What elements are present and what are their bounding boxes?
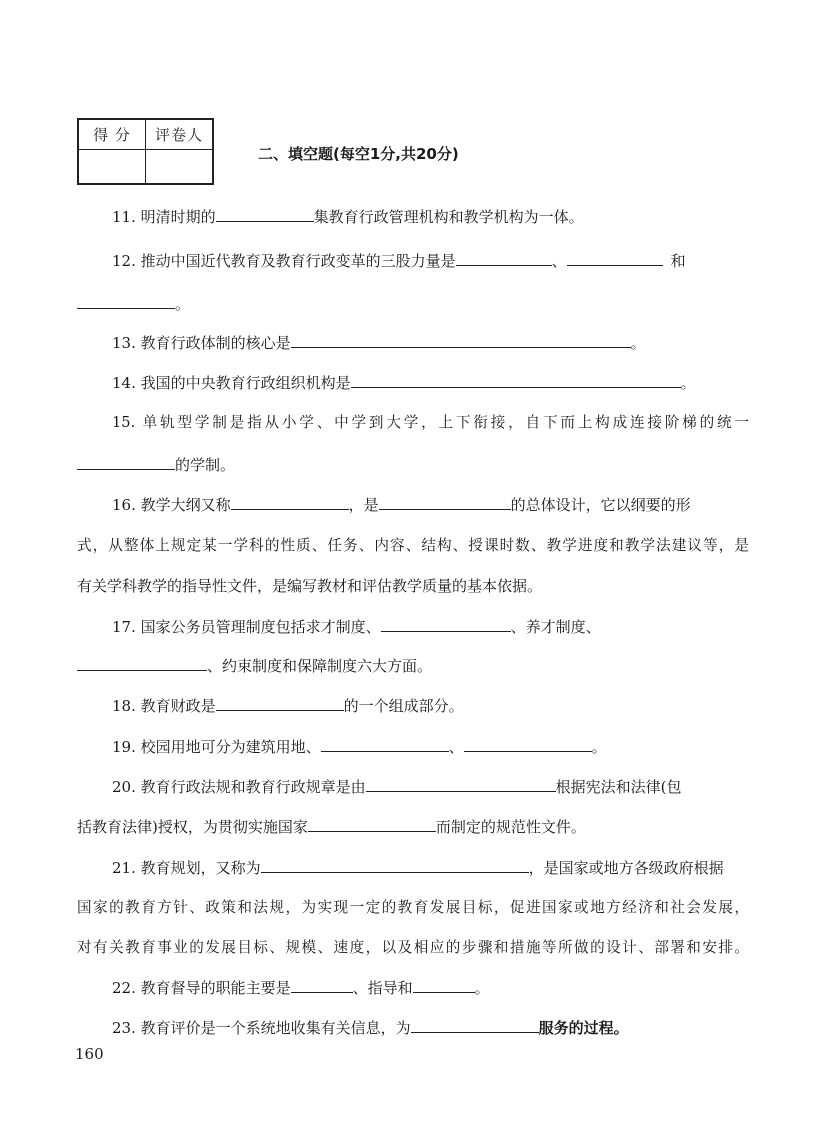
q12-text-d: 。 bbox=[175, 295, 191, 313]
q15-blank[interactable] bbox=[77, 455, 175, 470]
q22-blank-2[interactable] bbox=[413, 978, 475, 993]
question-17-cont bbox=[77, 656, 749, 676]
question-18 bbox=[77, 696, 749, 716]
q22-blank-1[interactable] bbox=[291, 978, 353, 993]
q16-text-c: 的总体设计，它以纲要的形 bbox=[510, 496, 691, 514]
grader-cell[interactable] bbox=[146, 149, 214, 184]
q21-text-c: 国家的教育方针、政策和法规，为实现一定的教育发展目标，促进国家或地方经济和社会发展， bbox=[77, 899, 749, 916]
section-title: 二、填空题(每空1分,共20分) bbox=[258, 145, 459, 163]
question-21 bbox=[77, 858, 749, 878]
q17-blank-1[interactable] bbox=[381, 617, 511, 632]
q16-text-d: 式，从整体上规定某一学科的性质、任务、内容、结构、授课时数、教学进度和教学法建议等，是 bbox=[77, 537, 749, 554]
q14-text-a: 14. 我国的中央教育行政组织机构是 bbox=[112, 374, 351, 392]
question-16-line3 bbox=[77, 576, 749, 596]
question-15 bbox=[77, 413, 749, 433]
q20-text-c: 括教育法律)授权，为贯彻实施国家 bbox=[77, 818, 308, 836]
question-12 bbox=[77, 251, 749, 271]
grader-label: 评卷人 bbox=[146, 119, 214, 149]
q22-text-c: 。 bbox=[474, 979, 490, 997]
q21-text-b: ，是国家或地方各级政府根据 bbox=[528, 859, 724, 877]
question-21-line3 bbox=[77, 938, 749, 958]
q19-text-c: 。 bbox=[591, 738, 607, 756]
q20-text-d: 而制定的规范性文件。 bbox=[435, 818, 586, 836]
q16-text-e: 有关学科教学的指导性文件，是编写教材和评估教学质量的基本依据。 bbox=[77, 577, 543, 595]
q12-text-a: 12. 推动中国近代教育及教育行政变革的三股力量是 bbox=[112, 252, 456, 270]
q17-text-b: 、养才制度、 bbox=[510, 618, 601, 636]
question-15-cont bbox=[77, 455, 749, 475]
q11-blank[interactable] bbox=[216, 207, 314, 222]
q19-blank-1[interactable] bbox=[321, 737, 449, 752]
q12-text-b: 、 bbox=[551, 252, 567, 270]
q22-text-b: 、指导和 bbox=[352, 979, 413, 997]
q21-text-d: 对有关教育事业的发展目标、规模、速度，以及相应的步骤和措施等所做的设计、部署和安排。 bbox=[77, 939, 749, 956]
q19-blank-2[interactable] bbox=[464, 737, 592, 752]
q12-blank-2[interactable] bbox=[567, 251, 663, 266]
question-12-cont bbox=[77, 294, 749, 314]
question-17 bbox=[77, 617, 749, 637]
q17-text-a: 17. 国家公务员管理制度包括求才制度、 bbox=[112, 618, 381, 636]
score-cell[interactable] bbox=[78, 149, 146, 184]
question-11 bbox=[77, 207, 749, 227]
q20-text-b: 根据宪法和法律(包 bbox=[555, 778, 682, 796]
q12-text-c: 和 bbox=[670, 252, 686, 270]
q19-text-a: 19. 校园用地可分为建筑用地、 bbox=[112, 738, 321, 756]
q21-text-a: 21. 教育规划，又称为 bbox=[112, 859, 261, 877]
q16-blank-1[interactable] bbox=[231, 495, 349, 510]
q14-blank[interactable] bbox=[351, 373, 681, 388]
question-23 bbox=[77, 1018, 749, 1038]
q11-text-b: 集教育行政管理机构和教学机构为一体。 bbox=[313, 208, 584, 226]
question-20 bbox=[77, 777, 749, 797]
q17-text-c: 、约束制度和保障制度六大方面。 bbox=[207, 657, 433, 675]
q22-text-a: 22. 教育督导的职能主要是 bbox=[112, 979, 291, 997]
question-20-cont bbox=[77, 817, 749, 837]
q18-text-a: 18. 教育财政是 bbox=[112, 697, 216, 715]
page-number: 160 bbox=[75, 1045, 104, 1063]
q20-blank-1[interactable] bbox=[366, 777, 556, 792]
q12-blank-1[interactable] bbox=[456, 251, 552, 266]
q20-blank-2[interactable] bbox=[308, 817, 436, 832]
q13-blank[interactable] bbox=[291, 333, 631, 348]
q11-text-a: 11. 明清时期的 bbox=[112, 208, 216, 226]
q23-text-b: 服务的过程。 bbox=[538, 1019, 629, 1037]
score-label: 得 分 bbox=[78, 119, 146, 149]
q16-text-a: 16. 教学大纲又称 bbox=[112, 496, 231, 514]
q16-blank-2[interactable] bbox=[379, 495, 511, 510]
score-box bbox=[77, 118, 214, 185]
q13-text-b: 。 bbox=[630, 334, 646, 352]
q15-text-a: 15. 单轨型学制是指从小学、中学到大学，上下衔接，自下而上构成连接阶梯的统一 bbox=[112, 414, 749, 431]
q18-text-b: 的一个组成部分。 bbox=[343, 697, 464, 715]
q23-text-a: 23. 教育评价是一个系统地收集有关信息，为 bbox=[112, 1019, 411, 1037]
q13-text-a: 13. 教育行政体制的核心是 bbox=[112, 334, 291, 352]
q15-text-b: 的学制。 bbox=[175, 456, 236, 474]
q20-text-a: 20. 教育行政法规和教育行政规章是由 bbox=[112, 778, 366, 796]
question-16-line2 bbox=[77, 536, 749, 556]
q19-text-b: 、 bbox=[448, 738, 464, 756]
q16-text-b: ，是 bbox=[348, 496, 379, 514]
q14-text-b: 。 bbox=[680, 374, 696, 392]
question-21-line2 bbox=[77, 898, 749, 918]
question-19 bbox=[77, 737, 749, 757]
q17-blank-2[interactable] bbox=[77, 656, 207, 671]
q21-blank[interactable] bbox=[261, 858, 529, 873]
q18-blank[interactable] bbox=[216, 696, 344, 711]
question-22 bbox=[77, 978, 749, 998]
question-16 bbox=[77, 495, 749, 515]
q23-blank[interactable] bbox=[411, 1018, 539, 1033]
question-14 bbox=[77, 373, 749, 393]
question-13 bbox=[77, 333, 749, 353]
q12-blank-3[interactable] bbox=[77, 294, 175, 309]
